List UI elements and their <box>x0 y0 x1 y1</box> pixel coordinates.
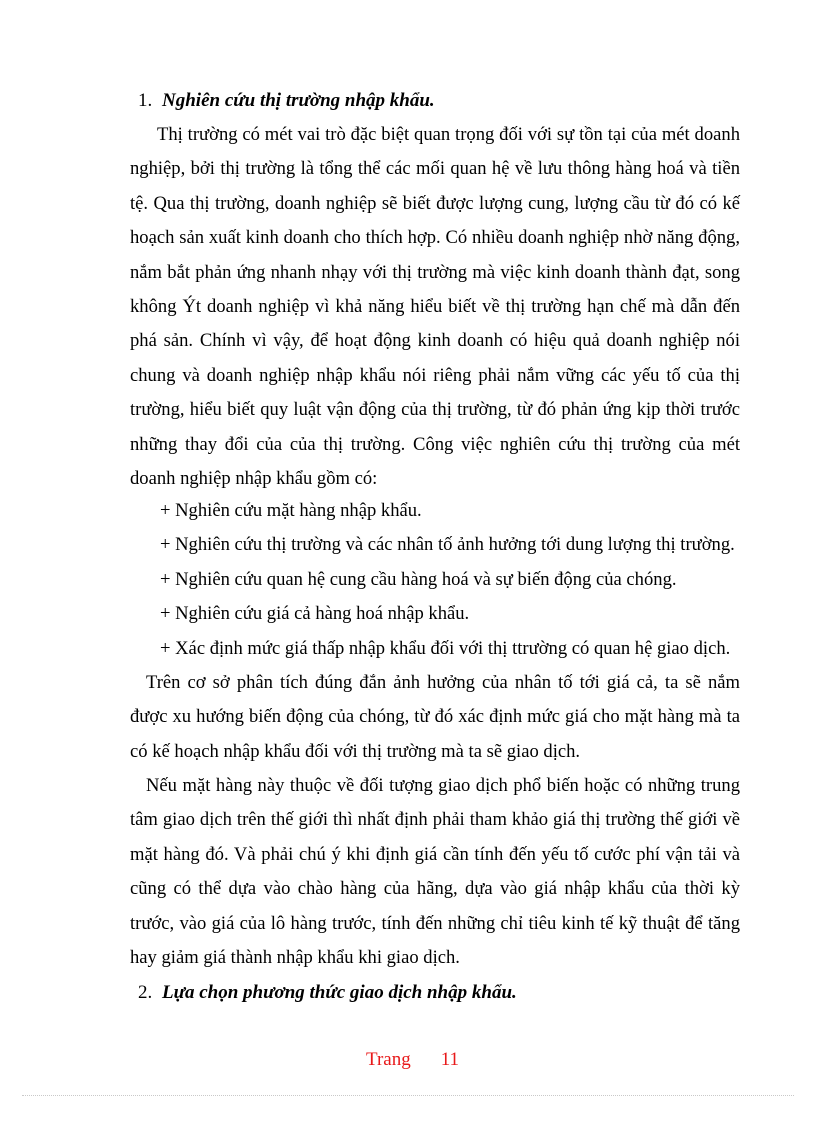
section-heading-2 <box>138 982 517 1004</box>
section-title: Nghiên cứu thị trường nhập khẩu. <box>162 90 435 111</box>
section-heading-1 <box>138 90 435 112</box>
body-paragraph: Trên cơ sở phân tích đúng đắn ảnh hưởng của nhân tố tới giá cả, ta sẽ nắm được xu hướng biến động của chóng, từ đó xác định mức giá cho mặt hàng mà ta có kế hoạch nhập khẩu đối với thị trường mà ta sẽ giao dịch. <box>130 672 740 762</box>
section-number: 1. <box>138 90 153 111</box>
list-item: + Nghiên cứu quan hệ cung cầu hàng hoá và sự biến động của chóng. <box>160 568 677 590</box>
section-number: 2. <box>138 982 153 1003</box>
list-item: + Nghiên cứu giá cả hàng hoá nhập khẩu. <box>160 603 470 625</box>
footer-label: Trang <box>366 1049 411 1070</box>
list-item: + Nghiên cứu thị trường và các nhân tố ảnh hưởng tới dung lượng thị trường. <box>160 534 735 556</box>
page-footer <box>366 1049 459 1071</box>
bullet-list <box>160 494 735 666</box>
list-item: + Xác định mức giá thấp nhập khẩu đối với thị ttrường có quan hệ giao dịch. <box>160 637 731 659</box>
section-title: Lựa chọn phương thức giao dịch nhập khẩu. <box>162 982 517 1003</box>
body-paragraph: Nếu mặt hàng này thuộc về đối tượng giao dịch phổ biến hoặc có những trung tâm giao dịch trên thế giới thì nhất định phải tham khảo giá thị trường thế giới về mặt hàng đó. Và phải chú ý khi định giá cần tính đến yếu tố cước phí vận tải và cũng có thể dựa vào chào hàng của hãng, dựa vào giá nhập khẩu của thời kỳ trước, vào giá của lô hàng trước, tính đến những chỉ tiêu kinh tế kỹ thuật để tăng hay giảm giá thành nhập khẩu khi giao dịch. <box>130 775 740 969</box>
body-paragraph: Thị trường có mét vai trò đặc biệt quan trọng đối với sự tồn tại của mét doanh nghiệp, bởi thị trường là tổng thể các mối quan hệ về lưu thông hàng hoá và tiền tệ. Qua thị trường, doanh nghiệp sẽ biết được lượng cung, lượng cầu từ đó có kế hoạch sản xuất kinh doanh cho thích hợp. Có nhiều doanh nghiệp nhờ năng động, nắm bắt phản ứng nhanh nhạy với thị trường mà việc kinh doanh thành đạt, song không Ýt doanh nghiệp vì khả năng hiểu biết về thị trường hạn chế mà dẫn đến phá sản. Chính vì vậy, để hoạt động kinh doanh có hiệu quả doanh nghiệp nói chung và doanh nghiệp nhập khẩu nói riêng phải nắm vững các yếu tố của thị trường, hiểu biết quy luật vận động của thị trường, từ đó phản ứng kịp thời trước những thay đổi của của thị trường. Công việc nghiên cứu thị trường của mét doanh nghiệp nhập khẩu gồm có: <box>130 124 740 490</box>
page-divider <box>22 1095 794 1096</box>
page-number: 11 <box>440 1049 459 1070</box>
list-item: + Nghiên cứu mặt hàng nhập khẩu. <box>160 500 422 521</box>
